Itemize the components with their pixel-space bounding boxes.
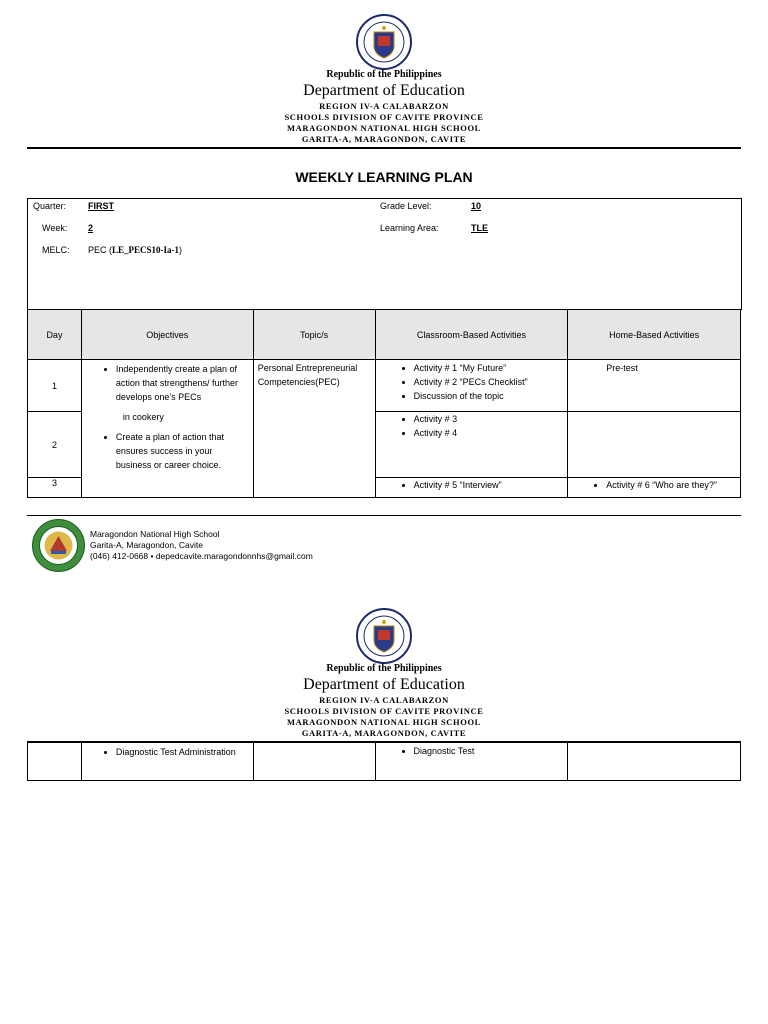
topic-text: Personal Entrepreneurial Competencies(PEC) [257,363,358,387]
classroom-cell [375,478,568,498]
objective-item: • Independently create a plan of action that strengthens/ further develops one's PECs [116,362,243,404]
quarter-label: Quarter: [33,201,67,211]
quarter-value: FIRST [88,201,114,211]
page-title: WEEKLY LEARNING PLAN [295,169,473,185]
school-logo-icon [31,518,86,573]
footer-school-name: Maragondon National High School [90,529,220,539]
header-classroom-activities: Classroom-Based Activities [375,310,568,360]
deped-seal-icon [356,14,412,70]
objectives-cell [81,360,253,498]
list-item: • Diagnostic Test [414,744,568,758]
learning-plan-table-continued [27,741,741,781]
objective-note: in cookery [122,412,164,422]
header-division: SCHOOLS DIVISION OF CAVITE PROVINCE [284,112,484,122]
header-address: GARITA-A, MARAGONDON, CAVITE [301,134,467,144]
topic-cell [253,360,375,498]
classroom-cell [375,412,568,478]
header-divider [27,147,741,149]
header-school: MARAGONDON NATIONAL HIGH SCHOOL [287,717,481,727]
header-address: GARITA-A, MARAGONDON, CAVITE [301,728,467,738]
info-box [27,198,742,310]
classroom-cell [375,360,568,412]
grade-label: Grade Level: [380,201,432,211]
header-republic: Republic of the Philippines [326,663,442,674]
grade-value: 10 [471,201,482,211]
list-item: • Activity # 5 “Interview” [414,478,568,492]
header-division: SCHOOLS DIVISION OF CAVITE PROVINCE [284,706,484,716]
list-item: • Diagnostic Test Administration [116,745,243,759]
header-department: Department of Education [303,676,465,693]
header-home-activities: Home-Based Activities [568,310,741,360]
day-cell: 1 [28,360,82,412]
list-item: • Discussion of the topic [414,389,568,403]
home-cell [568,412,741,478]
learning-plan-table [27,309,741,498]
area-value: TLE [471,223,488,233]
header-republic: Republic of the Philippines [326,69,442,80]
day-cell [28,742,82,780]
home-cell [568,742,741,780]
table-row [28,360,741,412]
header-department: Department of Education [303,82,465,99]
week-value: 2 [88,223,94,233]
header-objectives: Objectives [81,310,253,360]
footer-address: Garita-A, Maragondon, Cavite [90,540,203,550]
list-item: • Activity # 3 [414,412,568,426]
deped-seal-icon [356,608,412,664]
header-school: MARAGONDON NATIONAL HIGH SCHOOL [287,123,481,133]
header-topics: Topic/s [253,310,375,360]
area-label: Learning Area: [380,223,439,233]
home-cell [568,478,741,498]
list-item: • Activity # 6 “Who are they?” [606,478,740,492]
day-cell: 2 [28,412,82,478]
header-region: REGION IV-A CALABARZON [319,101,449,111]
melc-label: MELC: [42,245,70,255]
objectives-cell [81,742,253,780]
day-cell: 3 [28,478,82,498]
header-region: REGION IV-A CALABARZON [319,695,449,705]
footer-contact: (046) 412-0668 • depedcavite.maragondonnhs@gmail.com [90,551,313,561]
home-cell [568,360,741,412]
list-item: • Activity # 1 “My Future” [414,361,568,375]
home-activity: Pre-test [606,363,638,373]
topic-cell [253,742,375,780]
week-label: Week: [42,223,68,233]
list-item: • Activity # 4 [414,426,568,440]
table-header-row [28,310,741,360]
table-row [28,742,741,780]
classroom-cell [375,742,568,780]
objective-item: • Create a plan of action that ensures success in your business or career choice. [116,430,243,472]
list-item: • Activity # 2 “PECs Checklist” [414,375,568,389]
footer-divider [27,515,741,516]
melc-value: PEC (LE_PECS10-Ia-1) [88,245,183,255]
header-day: Day [28,310,82,360]
